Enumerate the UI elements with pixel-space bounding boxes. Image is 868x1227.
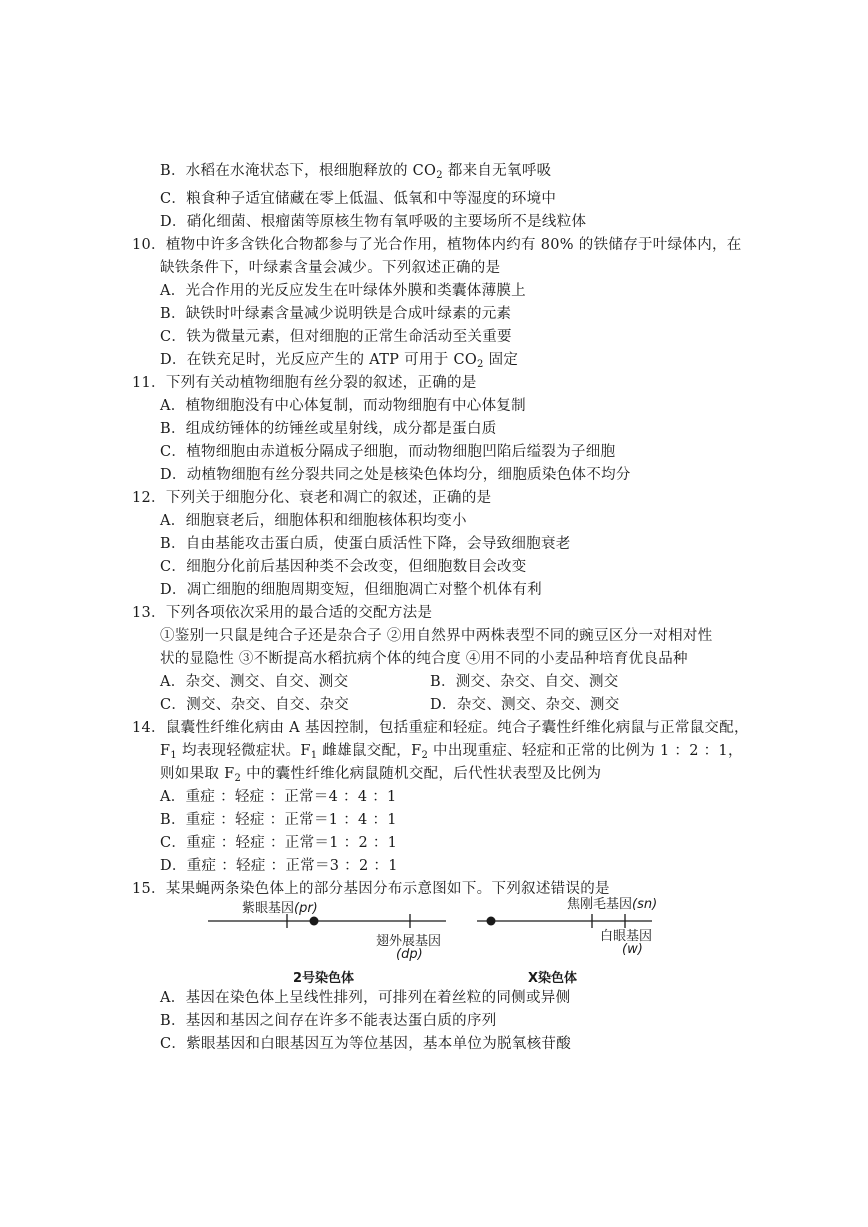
q14-option-a: A．重症 ：轻症 ：正常＝4 ：4 ：1 [160, 789, 397, 805]
dp-gene-label: 翅外展基因 [376, 934, 442, 949]
q11-option-d: D．动植物细胞有丝分裂共同之处是核染色体均分，细胞质染色体不均分 [160, 467, 631, 483]
q11-stem: 11．下列有关动植物细胞有丝分裂的叙述，正确的是 [132, 375, 477, 391]
chromosome-2-label: 2号染色体 [293, 971, 355, 986]
q13-item-line2: 状的显隐性 ③不断提高水稻抗病个体的纯合度 ④用不同的小麦品种培育优良品种 [160, 651, 688, 667]
q10-option-d: D．在铁充足时，光反应产生的 ATP 可用于 $CO_2$ 固定 [160, 352, 519, 370]
q12-option-a: A．细胞衰老后，细胞体积和细胞核体积均变小 [160, 513, 467, 529]
q10-option-a: A．光合作用的光反应发生在叶绿体外膜和类囊体薄膜上 [160, 283, 526, 299]
q12-stem: 12．下列关于细胞分化、衰老和凋亡的叙述，正确的是 [132, 490, 492, 506]
q15-stem: 15．某果蝇两条染色体上的部分基因分布示意图如下。下列叙述错误的是 [132, 881, 610, 897]
q10-option-c: C．铁为微量元素，但对细胞的正常生命活动至关重要 [160, 329, 512, 345]
dp-gene-symbol: (dp) [396, 947, 423, 962]
q10-option-b: B．缺铁时叶绿素含量减少说明铁是合成叶绿素的元素 [160, 306, 512, 322]
chromosome-x-label: X染色体 [528, 971, 578, 986]
chromosome-2-centromere [310, 917, 319, 926]
q14-option-d: D．重症 ：轻症 ：正常＝3 ：2 ：1 [160, 858, 398, 874]
q13-option-a: A．杂交、测交、自交、测交 [160, 674, 349, 690]
sn-gene-label: 焦刚毛基因(sn) [567, 897, 658, 912]
q11-option-b: B．组成纺锤体的纺锤丝或星射线，成分都是蛋白质 [160, 421, 497, 437]
q14-stem-line1: 14．鼠囊性纤维化病由 A 基因控制，包括重症和轻症。纯合子囊性纤维化病鼠与正常鼠交配， [132, 720, 749, 736]
q10-stem-line1: 10．植物中许多含铁化合物都参与了光合作用，植物体内约有 80% 的铁储存于叶绿体内，在 [132, 237, 742, 253]
q10-stem-line2: 缺铁条件下，叶绿素含量会减少。下列叙述正确的是 [160, 260, 501, 276]
q12-option-d: D．凋亡细胞的细胞周期变短，但细胞凋亡对整个机体有利 [160, 582, 542, 598]
q14-stem-line2: $F_1$ 均表现轻微症状。$F_1$ 雌雄鼠交配，$F_2$ 中出现重症、轻症和正常的比例为 1 ：2 ：1， [160, 743, 743, 761]
q15-option-b: B．基因和基因之间存在许多不能表达蛋白质的序列 [160, 1013, 497, 1029]
q14-stem-line3: 则如果取 $F_2$ 中的囊性纤维化病鼠随机交配，后代性状表型及比例为 [160, 766, 602, 784]
q13-option-d: D．杂交、测交、杂交、测交 [430, 697, 620, 713]
q11-option-a: A．植物细胞没有中心体复制，而动物细胞有中心体复制 [160, 398, 526, 414]
q12-option-b: B．自由基能攻击蛋白质，使蛋白质活性下降，会导致细胞衰老 [160, 536, 571, 552]
q15-option-a: A．基因在染色体上呈线性排列，可排列在着丝粒的同侧或异侧 [160, 990, 571, 1006]
q13-item-line1: ①鉴别一只鼠是纯合子还是杂合子 ②用自然界中两株表型不同的豌豆区分一对相对性 [160, 628, 713, 644]
w-gene-symbol: (w) [622, 942, 643, 957]
chromosome-x-centromere [487, 917, 496, 926]
q9-option-b: B．水稻在水淹状态下，根细胞释放的 $CO_2$ 都来自无氧呼吸 [160, 163, 552, 181]
pr-gene-label: 紫眼基因(pr) [242, 901, 318, 916]
w-gene-label: 白眼基因 [600, 929, 653, 944]
q13-option-b: B．测交、杂交、自交、测交 [430, 674, 619, 690]
q13-option-c: C．测交、杂交、自交、杂交 [160, 697, 349, 713]
q11-option-c: C．植物细胞由赤道板分隔成子细胞，而动物细胞凹陷后缢裂为子细胞 [160, 444, 616, 460]
q12-option-c: C．细胞分化前后基因种类不会改变，但细胞数目会改变 [160, 559, 527, 575]
q15-option-c: C．紫眼基因和白眼基因互为等位基因，基本单位为脱氧核苷酸 [160, 1036, 571, 1052]
q13-stem: 13．下列各项依次采用的最合适的交配方法是 [132, 605, 433, 621]
q14-option-b: B．重症 ：轻症 ：正常＝1 ：4 ：1 [160, 812, 397, 828]
q9-option-c: C．粮食种子适宜储藏在零上低温、低氧和中等湿度的环境中 [160, 191, 557, 207]
q14-option-c: C．重症 ：轻症 ：正常＝1 ：2 ：1 [160, 835, 398, 851]
q9-option-d: D．硝化细菌、根瘤菌等原核生物有氧呼吸的主要场所不是线粒体 [160, 214, 587, 230]
